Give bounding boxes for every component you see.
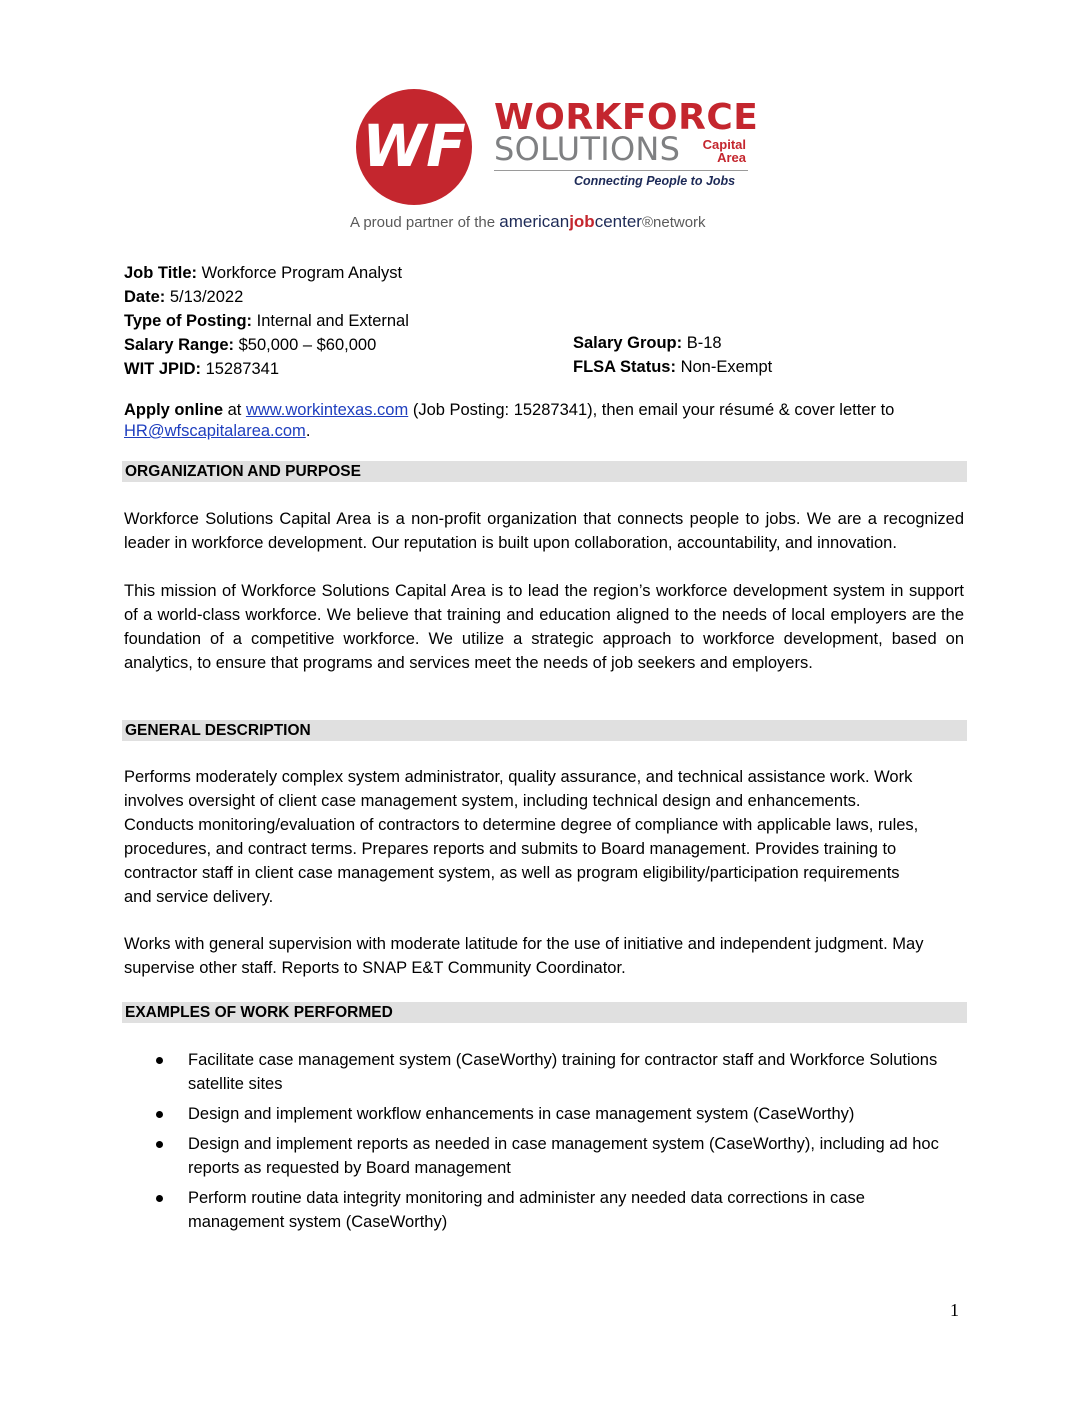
apply-at: at — [223, 401, 246, 419]
wf-circle-logo-icon — [350, 88, 478, 206]
partner-suffix: ®network — [641, 214, 706, 231]
section-title-organization: ORGANIZATION AND PURPOSE — [125, 463, 361, 480]
logo-initials: WF — [362, 112, 466, 180]
logo-capital-area — [698, 138, 746, 164]
apply-posting: (Job Posting: 15287341), — [408, 401, 598, 419]
apply-then: then email your résumé & cover letter to — [597, 401, 895, 419]
flsa-status-line — [573, 355, 772, 379]
partner-prefix: A proud partner of the — [350, 214, 500, 231]
partner-brand-center: center — [594, 212, 642, 231]
section-title-examples: EXAMPLES OF WORK PERFORMED — [125, 1004, 393, 1021]
flsa-status-label: FLSA Status: — [573, 358, 676, 376]
logo-area: Area — [717, 150, 746, 165]
page-number: 1 — [950, 1300, 959, 1320]
job-title-label: Job Title: — [124, 264, 198, 282]
general-description-paragraph-2: Works with general supervision with moderate latitude for the use of initiative and independent judgment. May supervise other staff. Reports to SNAP E&T Community Coordinator. — [124, 935, 924, 977]
bullet-icon — [156, 1057, 163, 1064]
job-title-value: Workforce Program Analyst — [197, 264, 403, 282]
list-item — [150, 1186, 950, 1234]
salary-group-line — [573, 331, 772, 355]
partner-brand-job: job — [569, 212, 595, 231]
organization-paragraph-1: Workforce Solutions Capital Area is a non-profit organization that connects people to jobs. We are a recognized leader in workforce development. Our reputation is built upon collaboration, accountability, and innovation. — [124, 510, 964, 552]
list-item — [150, 1132, 950, 1180]
wit-jpid-label: WIT JPID: — [124, 360, 201, 378]
wit-jpid-value: 15287341 — [201, 360, 279, 378]
section-title-general-description: GENERAL DESCRIPTION — [125, 722, 311, 739]
list-item-text: Perform routine data integrity monitoring and administer any needed data corrections in case management system (CaseWorthy) — [188, 1189, 865, 1231]
section-header-general-description — [122, 720, 967, 741]
apply-end: . — [305, 422, 311, 440]
job-info-left — [124, 261, 409, 381]
bullet-icon — [156, 1111, 163, 1118]
posting-type-value: Internal and External — [252, 312, 409, 330]
bullet-icon — [156, 1141, 163, 1148]
logo-word-workforce: WORKFORCE — [494, 97, 759, 138]
general-description-paragraph-1: Performs moderately complex system administrator, quality assurance, and technical assistance work. Work involves oversight of client case management system, including technical design and enhancements. Conducts monitoring/evaluation of contractors to determine degree of compliance with applicable laws, rules, procedures, and contract terms. Prepares reports and submits to Board management. Provides training to contractor staff in client case management system, as well as program eligibility/participation requirements and service delivery. — [124, 768, 919, 906]
partner-brand-american: american — [499, 212, 570, 231]
hr-email-link[interactable]: HR@wfscapitalarea.com — [124, 422, 306, 440]
logo-capital: Capital — [702, 137, 746, 152]
section-header-examples — [122, 1002, 967, 1023]
list-item-text: Facilitate case management system (CaseWorthy) training for contractor staff and Workforce Solutions satellite sites — [188, 1051, 938, 1093]
examples-list — [150, 1048, 950, 1240]
list-item-text: Design and implement workflow enhancements in case management system (CaseWorthy) — [188, 1105, 855, 1123]
salary-range-value: $50,000 – $60,000 — [234, 336, 377, 354]
date-label: Date: — [124, 288, 166, 306]
logo-divider — [494, 170, 748, 171]
salary-group-value: B-18 — [682, 334, 722, 352]
apply-instructions — [124, 400, 969, 442]
apply-lead: Apply online — [124, 401, 223, 419]
workforce-solutions-logo — [348, 86, 759, 236]
salary-group-label: Salary Group: — [573, 334, 683, 352]
list-item — [150, 1102, 950, 1126]
section-header-organization — [122, 461, 967, 482]
job-title-line — [124, 261, 409, 285]
date-line — [124, 285, 409, 309]
list-item-text: Design and implement reports as needed in case management system (CaseWorthy), including ad hoc reports as requested by Board management — [188, 1135, 939, 1177]
date-value: 5/13/2022 — [165, 288, 244, 306]
bullet-icon — [156, 1195, 163, 1202]
job-info-right — [573, 331, 772, 379]
posting-type-line — [124, 309, 409, 333]
wit-jpid-line — [124, 357, 409, 381]
list-item — [150, 1048, 950, 1096]
organization-paragraph-2: This mission of Workforce Solutions Capital Area is to lead the region’s workforce development system in support of a world-class workforce. We believe that training and education aligned to the needs of local employers are the foundation of a competitive workforce. We utilize a strategic approach to workforce development, based on analytics, to ensure that programs and services meet the needs of job seekers and employers. — [124, 582, 964, 672]
partner-line — [350, 212, 706, 232]
salary-range-line — [124, 333, 409, 357]
logo-word-solutions: SOLUTIONS — [494, 130, 681, 168]
logo-tagline: Connecting People to Jobs — [574, 174, 736, 188]
flsa-status-value: Non-Exempt — [675, 358, 773, 376]
posting-type-label: Type of Posting: — [124, 312, 253, 330]
salary-range-label: Salary Range: — [124, 336, 235, 354]
workintexas-link[interactable]: www.workintexas.com — [245, 401, 409, 419]
